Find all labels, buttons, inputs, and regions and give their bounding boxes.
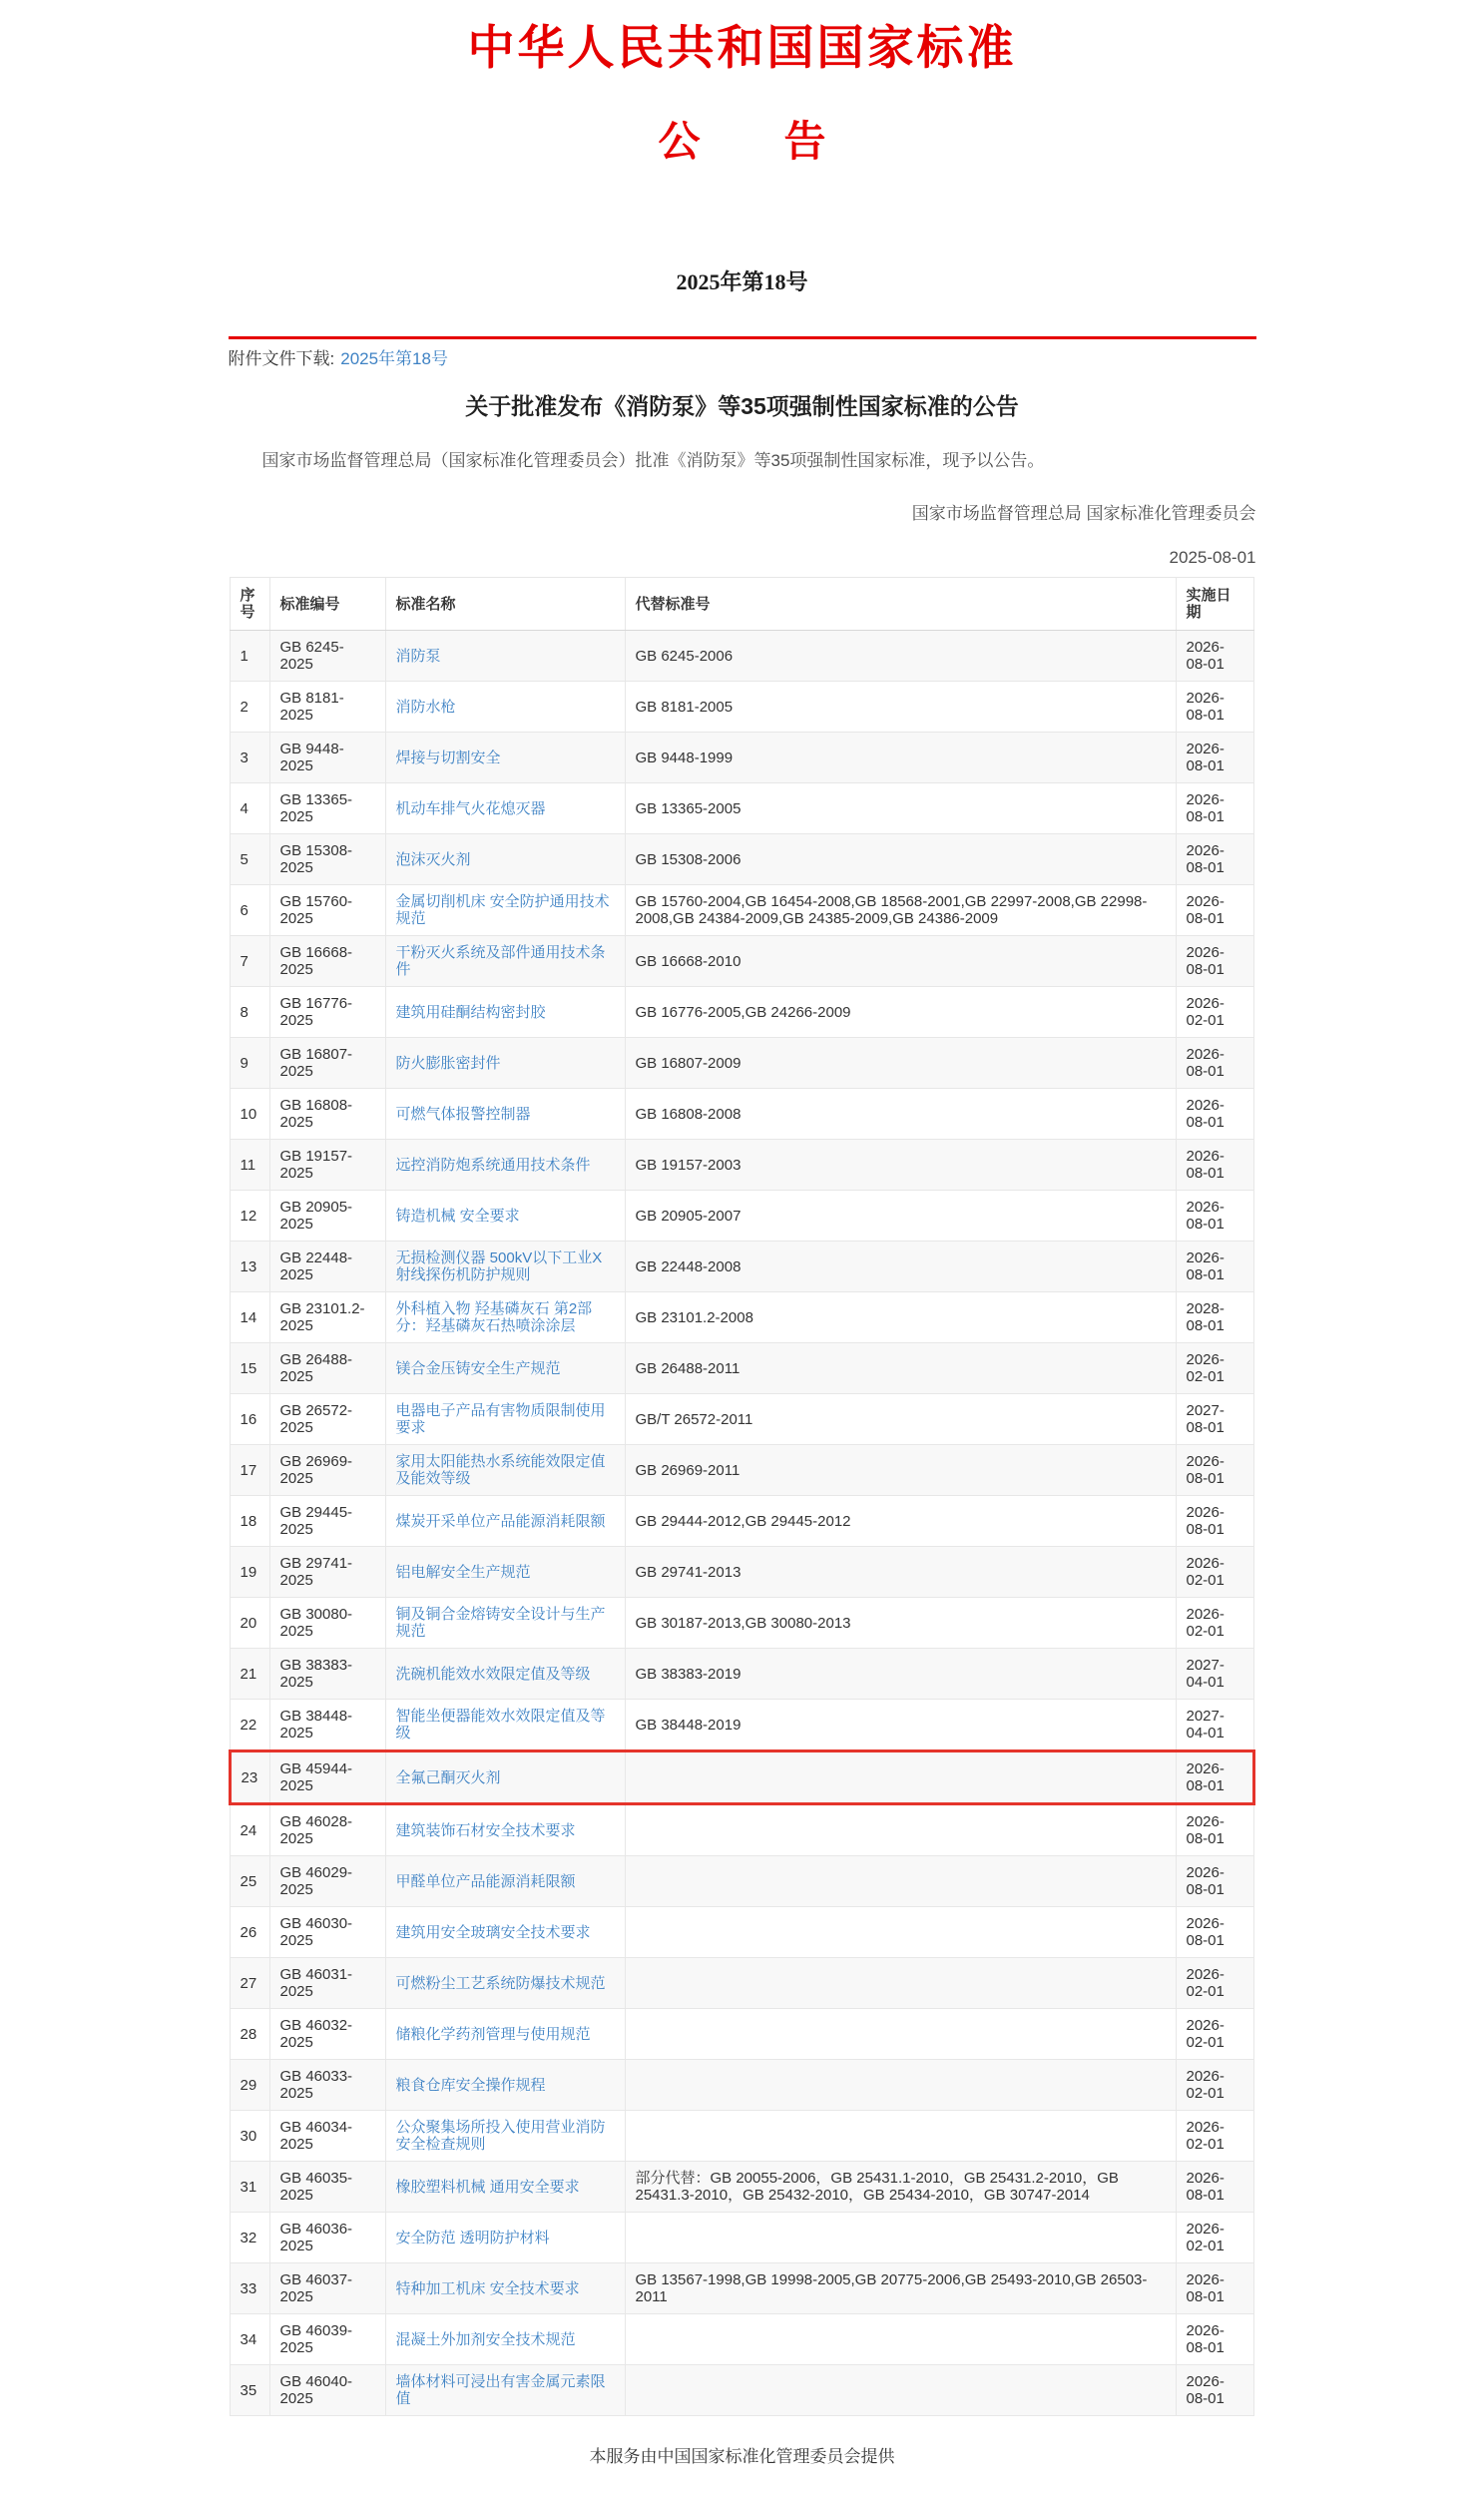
cell-standard-name[interactable] — [385, 783, 625, 834]
cell-standard-name[interactable] — [385, 1547, 625, 1598]
cell-standard-code: GB 22448-2025 — [269, 1242, 385, 1292]
cell-standard-code: GB 26572-2025 — [269, 1394, 385, 1445]
cell-replaced-codes — [625, 1958, 1176, 2009]
table-row — [230, 1445, 1253, 1496]
table-row — [230, 733, 1253, 783]
cell-standard-name[interactable] — [385, 1649, 625, 1700]
cell-standard-code: GB 6245-2025 — [269, 631, 385, 682]
cell-standard-name[interactable] — [385, 1191, 625, 1242]
table-row — [230, 1856, 1253, 1907]
cell-seq: 31 — [230, 2162, 269, 2213]
table-row — [230, 1292, 1253, 1343]
standard-name-link[interactable]: 甲醛单位产品能源消耗限额 — [395, 1872, 576, 1890]
table-row — [230, 1907, 1253, 1958]
standard-name-link[interactable]: 电器电子产品有害物质限制使用要求 — [395, 1402, 606, 1437]
cell-seq: 6 — [230, 885, 269, 936]
standard-name-link[interactable]: 机动车排气火花熄灭器 — [395, 799, 546, 817]
standard-name-link[interactable]: 铸造机械 安全要求 — [395, 1207, 520, 1225]
cell-standard-code: GB 46028-2025 — [269, 1804, 385, 1856]
cell-standard-name[interactable] — [385, 1907, 625, 1958]
table-row — [230, 1038, 1253, 1089]
cell-standard-name[interactable] — [385, 1700, 625, 1751]
cell-standard-code: GB 15308-2025 — [269, 834, 385, 885]
table-row — [230, 1547, 1253, 1598]
cell-standard-code: GB 16808-2025 — [269, 1089, 385, 1140]
cell-standard-name[interactable] — [385, 2111, 625, 2162]
table-row — [230, 2365, 1253, 2416]
cell-replaced-codes: GB/T 26572-2011 — [625, 1394, 1176, 1445]
cell-impl-date: 2026-08-01 — [1176, 1038, 1253, 1089]
cell-standard-name[interactable] — [385, 1242, 625, 1292]
header-date: 实施日期 — [1176, 578, 1253, 631]
cell-standard-code: GB 19157-2025 — [269, 1140, 385, 1191]
header-row — [230, 578, 1253, 631]
cell-impl-date: 2026-02-01 — [1176, 2060, 1253, 2111]
table-row — [230, 1700, 1253, 1751]
cell-standard-name[interactable] — [385, 885, 625, 936]
cell-standard-name[interactable] — [385, 1292, 625, 1343]
cell-replaced-codes — [625, 2111, 1176, 2162]
cell-standard-code: GB 30080-2025 — [269, 1598, 385, 1649]
cell-standard-code: GB 38448-2025 — [269, 1700, 385, 1751]
table-row — [230, 834, 1253, 885]
cell-standard-code: GB 16807-2025 — [269, 1038, 385, 1089]
cell-standard-name[interactable] — [385, 1140, 625, 1191]
cell-impl-date: 2026-02-01 — [1176, 1343, 1253, 1394]
cell-impl-date: 2026-08-01 — [1176, 1089, 1253, 1140]
table-row — [230, 2162, 1253, 2213]
cell-impl-date: 2026-08-01 — [1176, 631, 1253, 682]
table-row — [230, 2060, 1253, 2111]
cell-replaced-codes — [625, 2314, 1176, 2365]
cell-replaced-codes: GB 19157-2003 — [625, 1140, 1176, 1191]
standard-name-link[interactable]: 家用太阳能热水系统能效限定值及能效等级 — [395, 1453, 606, 1488]
cell-replaced-codes: GB 9448-1999 — [625, 733, 1176, 783]
cell-seq: 33 — [230, 2263, 269, 2314]
cell-impl-date: 2026-08-01 — [1176, 682, 1253, 733]
table-row — [230, 2111, 1253, 2162]
cell-replaced-codes: 部分代替：GB 20055-2006，GB 25431.1-2010，GB 25431.2-2010，GB 25431.3-2010，GB 25432-2010，GB 25434-2010，GB 30747-2014 — [625, 2162, 1176, 2213]
table-row — [230, 1598, 1253, 1649]
cell-replaced-codes: GB 16808-2008 — [625, 1089, 1176, 1140]
cell-standard-name[interactable] — [385, 1958, 625, 2009]
cell-seq: 1 — [230, 631, 269, 682]
cell-standard-code: GB 46036-2025 — [269, 2213, 385, 2263]
standard-name-link[interactable]: 智能坐便器能效水效限定值及等级 — [395, 1708, 606, 1743]
cell-seq: 22 — [230, 1700, 269, 1751]
cell-impl-date: 2026-08-01 — [1176, 733, 1253, 783]
cell-seq: 34 — [230, 2314, 269, 2365]
cell-seq: 23 — [230, 1751, 269, 1804]
cell-seq: 10 — [230, 1089, 269, 1140]
cell-standard-code: GB 29741-2025 — [269, 1547, 385, 1598]
issue-date: 2025-08-01 — [1169, 548, 1256, 568]
cell-standard-code: GB 46035-2025 — [269, 2162, 385, 2213]
cell-replaced-codes: GB 16807-2009 — [625, 1038, 1176, 1089]
table-row — [230, 1804, 1253, 1856]
cell-seq: 5 — [230, 834, 269, 885]
cell-replaced-codes: GB 26488-2011 — [625, 1343, 1176, 1394]
cell-replaced-codes: GB 16776-2005,GB 24266-2009 — [625, 987, 1176, 1038]
cell-replaced-codes: GB 38448-2019 — [625, 1700, 1176, 1751]
cell-replaced-codes — [625, 2009, 1176, 2060]
red-divider — [229, 336, 1256, 339]
cell-seq: 11 — [230, 1140, 269, 1191]
document-title: 关于批准发布《消防泵》等35项强制性国家标准的公告 — [465, 392, 1019, 419]
cell-impl-date: 2026-08-01 — [1176, 1856, 1253, 1907]
cell-standard-code: GB 45944-2025 — [269, 1751, 385, 1804]
cell-seq: 3 — [230, 733, 269, 783]
standards-table-header — [230, 578, 1253, 631]
cell-replaced-codes: GB 15308-2006 — [625, 834, 1176, 885]
table-row — [230, 1649, 1253, 1700]
cell-replaced-codes: GB 13567-1998,GB 19998-2005,GB 20775-2006,GB 25493-2010,GB 26503-2011 — [625, 2263, 1176, 2314]
standard-name-link[interactable]: 焊接与切割安全 — [395, 749, 501, 766]
cell-standard-name[interactable] — [385, 631, 625, 682]
cell-seq: 15 — [230, 1343, 269, 1394]
standard-name-link[interactable]: 粮食仓库安全操作规程 — [395, 2076, 546, 2094]
cell-impl-date: 2026-02-01 — [1176, 1598, 1253, 1649]
table-row — [230, 2213, 1253, 2263]
standard-name-link[interactable]: 建筑装饰石材安全技术要求 — [395, 1821, 576, 1839]
cell-standard-name[interactable] — [385, 2314, 625, 2365]
header-code: 标准编号 — [269, 578, 385, 631]
standard-name-link[interactable]: 消防水枪 — [395, 698, 456, 716]
cell-impl-date: 2026-08-01 — [1176, 885, 1253, 936]
cell-standard-code: GB 46031-2025 — [269, 1958, 385, 2009]
cell-replaced-codes — [625, 1804, 1176, 1856]
cell-impl-date: 2026-08-01 — [1176, 1496, 1253, 1547]
cell-impl-date: 2026-02-01 — [1176, 1958, 1253, 2009]
body-paragraph: 国家市场监督管理总局（国家标准化管理委员会）批准《消防泵》等35项强制性国家标准，现予以公告。 — [261, 450, 1045, 470]
cell-standard-code: GB 13365-2025 — [269, 783, 385, 834]
standards-table-body — [230, 631, 1253, 2416]
standard-name-link[interactable]: 公众聚集场所投入使用营业消防安全检查规则 — [395, 2119, 606, 2154]
cell-seq: 17 — [230, 1445, 269, 1496]
standard-name-link[interactable]: 橡胶塑料机械 通用安全要求 — [395, 2178, 580, 2196]
announcement-subtitle: 公 告 — [658, 119, 826, 166]
table-row — [230, 1242, 1253, 1292]
table-row — [230, 682, 1253, 733]
standard-name-link[interactable]: 铝电解安全生产规范 — [395, 1563, 531, 1581]
cell-standard-name[interactable] — [385, 1343, 625, 1394]
cell-replaced-codes — [625, 2365, 1176, 2416]
cell-standard-name[interactable] — [385, 987, 625, 1038]
standard-name-link[interactable]: 外科植入物 羟基磷灰石 第2部分：羟基磷灰石热喷涂涂层 — [395, 1300, 593, 1335]
table-row — [230, 885, 1253, 936]
standard-name-link[interactable]: 洗碗机能效水效限定值及等级 — [395, 1665, 591, 1683]
cell-seq: 12 — [230, 1191, 269, 1242]
standard-name-link[interactable]: 防火膨胀密封件 — [395, 1054, 501, 1072]
cell-standard-name[interactable] — [385, 1394, 625, 1445]
cell-seq: 16 — [230, 1394, 269, 1445]
cell-seq: 8 — [230, 987, 269, 1038]
cell-seq: 28 — [230, 2009, 269, 2060]
cell-standard-name[interactable] — [385, 834, 625, 885]
cell-standard-name[interactable] — [385, 1856, 625, 1907]
cell-replaced-codes: GB 13365-2005 — [625, 783, 1176, 834]
cell-standard-code: GB 46040-2025 — [269, 2365, 385, 2416]
cell-standard-name[interactable] — [385, 1038, 625, 1089]
table-row — [230, 1958, 1253, 2009]
cell-standard-code: GB 26969-2025 — [269, 1445, 385, 1496]
cell-replaced-codes: GB 26969-2011 — [625, 1445, 1176, 1496]
table-row — [230, 936, 1253, 987]
cell-replaced-codes — [625, 2060, 1176, 2111]
cell-seq: 27 — [230, 1958, 269, 2009]
cell-standard-code: GB 46033-2025 — [269, 2060, 385, 2111]
header-name: 标准名称 — [385, 578, 625, 631]
cell-impl-date: 2026-08-01 — [1176, 1445, 1253, 1496]
cell-replaced-codes: GB 15760-2004,GB 16454-2008,GB 18568-2001,GB 22997-2008,GB 22998-2008,GB 24384-2009,GB 24385-2009,GB 24386-2009 — [625, 885, 1176, 936]
cell-standard-name[interactable] — [385, 2213, 625, 2263]
cell-seq: 20 — [230, 1598, 269, 1649]
standard-name-link[interactable]: 消防泵 — [395, 647, 441, 665]
cell-replaced-codes: GB 16668-2010 — [625, 936, 1176, 987]
standard-name-link[interactable]: 可燃粉尘工艺系统防爆技术规范 — [395, 1974, 606, 1992]
cell-standard-name[interactable] — [385, 1598, 625, 1649]
attachment-download-link[interactable]: 2025年第18号 — [340, 348, 448, 368]
cell-impl-date: 2026-08-01 — [1176, 1804, 1253, 1856]
cell-seq: 30 — [230, 2111, 269, 2162]
cell-replaced-codes — [625, 1751, 1176, 1804]
cell-seq: 9 — [230, 1038, 269, 1089]
cell-seq: 13 — [230, 1242, 269, 1292]
table-row — [230, 987, 1253, 1038]
cell-impl-date: 2026-08-01 — [1176, 834, 1253, 885]
standards-table — [229, 577, 1255, 2416]
attachment-label: 附件文件下载: — [228, 348, 335, 368]
cell-standard-code: GB 20905-2025 — [269, 1191, 385, 1242]
cell-replaced-codes: GB 38383-2019 — [625, 1649, 1176, 1700]
cell-seq: 32 — [230, 2213, 269, 2263]
cell-impl-date: 2026-08-01 — [1176, 2314, 1253, 2365]
cell-standard-name[interactable] — [385, 2263, 625, 2314]
standard-name-link[interactable]: 可燃气体报警控制器 — [395, 1105, 531, 1123]
cell-impl-date: 2026-02-01 — [1176, 1547, 1253, 1598]
cell-standard-code: GB 23101.2-2025 — [269, 1292, 385, 1343]
table-row — [230, 2263, 1253, 2314]
cell-impl-date: 2026-08-01 — [1176, 936, 1253, 987]
table-row — [230, 1394, 1253, 1445]
standard-name-link[interactable]: 泡沫灭火剂 — [395, 850, 471, 868]
issuer-signature: 国家市场监督管理总局 国家标准化管理委员会 — [911, 504, 1256, 524]
cell-replaced-codes — [625, 1856, 1176, 1907]
cell-seq: 26 — [230, 1907, 269, 1958]
cell-replaced-codes: GB 6245-2006 — [625, 631, 1176, 682]
cell-replaced-codes: GB 8181-2005 — [625, 682, 1176, 733]
cell-impl-date: 2026-02-01 — [1176, 2111, 1253, 2162]
cell-seq: 4 — [230, 783, 269, 834]
cell-impl-date: 2026-08-01 — [1176, 1140, 1253, 1191]
cell-seq: 25 — [230, 1856, 269, 1907]
cell-standard-name[interactable] — [385, 1751, 625, 1804]
header-no: 序号 — [230, 578, 269, 631]
table-row — [230, 1140, 1253, 1191]
cell-standard-code: GB 16668-2025 — [269, 936, 385, 987]
cell-impl-date: 2026-02-01 — [1176, 987, 1253, 1038]
cell-standard-name[interactable] — [385, 2060, 625, 2111]
footer-note: 本服务由中国国家标准化管理委员会提供 — [589, 2447, 895, 2467]
header-replaces: 代替标准号 — [625, 578, 1176, 631]
cell-standard-code: GB 26488-2025 — [269, 1343, 385, 1394]
cell-standard-code: GB 46037-2025 — [269, 2263, 385, 2314]
cell-standard-name[interactable] — [385, 1496, 625, 1547]
cell-standard-name[interactable] — [385, 733, 625, 783]
cell-impl-date: 2026-08-01 — [1176, 2263, 1253, 2314]
cell-standard-code: GB 16776-2025 — [269, 987, 385, 1038]
cell-impl-date: 2026-08-01 — [1176, 1242, 1253, 1292]
standard-name-link[interactable]: 储粮化学药剂管理与使用规范 — [395, 2025, 591, 2043]
table-row — [230, 2314, 1253, 2365]
standard-name-link[interactable]: 干粉灭火系统及部件通用技术条件 — [395, 944, 606, 979]
standard-name-link[interactable]: 建筑用硅酮结构密封胶 — [395, 1003, 546, 1021]
cell-standard-code: GB 46039-2025 — [269, 2314, 385, 2365]
standard-name-link[interactable]: 煤炭开采单位产品能源消耗限额 — [395, 1512, 606, 1530]
cell-standard-name[interactable] — [385, 1804, 625, 1856]
cell-standard-code: GB 46032-2025 — [269, 2009, 385, 2060]
standard-name-link[interactable]: 特种加工机床 安全技术要求 — [395, 2279, 580, 2297]
standard-name-link[interactable]: 混凝土外加剂安全技术规范 — [395, 2330, 576, 2348]
cell-seq: 14 — [230, 1292, 269, 1343]
table-row — [230, 1089, 1253, 1140]
cell-replaced-codes — [625, 2213, 1176, 2263]
table-row — [230, 783, 1253, 834]
standard-name-link[interactable]: 全氟己酮灭火剂 — [395, 1768, 501, 1786]
cell-impl-date: 2026-08-01 — [1176, 783, 1253, 834]
cell-standard-name[interactable] — [385, 2365, 625, 2416]
cell-replaced-codes: GB 23101.2-2008 — [625, 1292, 1176, 1343]
cell-impl-date: 2026-02-01 — [1176, 2213, 1253, 2263]
cell-impl-date: 2028-08-01 — [1176, 1292, 1253, 1343]
cell-impl-date: 2026-08-01 — [1176, 2365, 1253, 2416]
cell-seq: 24 — [230, 1804, 269, 1856]
cell-standard-name[interactable] — [385, 1089, 625, 1140]
cell-replaced-codes: GB 20905-2007 — [625, 1191, 1176, 1242]
cell-impl-date: 2026-08-01 — [1176, 1191, 1253, 1242]
table-row — [230, 1751, 1253, 1804]
cell-replaced-codes: GB 29444-2012,GB 29445-2012 — [625, 1496, 1176, 1547]
announcement-page — [229, 0, 1256, 2497]
cell-standard-name[interactable] — [385, 1445, 625, 1496]
cell-standard-name[interactable] — [385, 2009, 625, 2060]
standard-name-link[interactable]: 无损检测仪器 500kV以下工业X射线探伤机防护规则 — [395, 1249, 603, 1284]
cell-impl-date: 2026-08-01 — [1176, 2162, 1253, 2213]
cell-impl-date: 2026-08-01 — [1176, 1907, 1253, 1958]
cell-standard-code: GB 46029-2025 — [269, 1856, 385, 1907]
cell-replaced-codes: GB 29741-2013 — [625, 1547, 1176, 1598]
cell-standard-code: GB 46034-2025 — [269, 2111, 385, 2162]
standard-name-link[interactable]: 金属切削机床 安全防护通用技术规范 — [395, 893, 610, 928]
cell-standard-name[interactable] — [385, 936, 625, 987]
cell-replaced-codes — [625, 1907, 1176, 1958]
cell-standard-code: GB 29445-2025 — [269, 1496, 385, 1547]
table-row — [230, 1191, 1253, 1242]
standard-name-link[interactable]: 墙体材料可浸出有害金属元素限值 — [395, 2373, 606, 2408]
cell-standard-code: GB 9448-2025 — [269, 733, 385, 783]
cell-impl-date: 2027-04-01 — [1176, 1649, 1253, 1700]
cell-seq: 7 — [230, 936, 269, 987]
cell-impl-date: 2027-04-01 — [1176, 1700, 1253, 1751]
standard-name-link[interactable]: 铜及铜合金熔铸安全设计与生产规范 — [395, 1606, 606, 1641]
cell-replaced-codes: GB 30187-2013,GB 30080-2013 — [625, 1598, 1176, 1649]
cell-standard-code: GB 46030-2025 — [269, 1907, 385, 1958]
cell-seq: 18 — [230, 1496, 269, 1547]
page-title: 中华人民共和国国家标准 — [467, 23, 1017, 75]
cell-seq: 19 — [230, 1547, 269, 1598]
table-row — [230, 2009, 1253, 2060]
cell-standard-name[interactable] — [385, 682, 625, 733]
cell-seq: 21 — [230, 1649, 269, 1700]
table-row — [230, 1343, 1253, 1394]
standard-name-link[interactable]: 建筑用安全玻璃安全技术要求 — [395, 1923, 591, 1941]
cell-standard-code: GB 15760-2025 — [269, 885, 385, 936]
issue-number: 2025年第18号 — [676, 268, 808, 294]
cell-seq: 35 — [230, 2365, 269, 2416]
table-row — [230, 1496, 1253, 1547]
cell-replaced-codes: GB 22448-2008 — [625, 1242, 1176, 1292]
table-row — [230, 631, 1253, 682]
standard-name-link[interactable]: 远控消防炮系统通用技术条件 — [395, 1156, 591, 1174]
attachment-line — [229, 348, 1256, 370]
standard-name-link[interactable]: 安全防范 透明防护材料 — [395, 2229, 550, 2247]
cell-seq: 29 — [230, 2060, 269, 2111]
cell-impl-date: 2026-02-01 — [1176, 2009, 1253, 2060]
cell-impl-date: 2027-08-01 — [1176, 1394, 1253, 1445]
cell-standard-name[interactable] — [385, 2162, 625, 2213]
cell-impl-date: 2026-08-01 — [1176, 1751, 1253, 1804]
cell-standard-code: GB 38383-2025 — [269, 1649, 385, 1700]
standard-name-link[interactable]: 镁合金压铸安全生产规范 — [395, 1359, 561, 1377]
cell-seq: 2 — [230, 682, 269, 733]
cell-standard-code: GB 8181-2025 — [269, 682, 385, 733]
